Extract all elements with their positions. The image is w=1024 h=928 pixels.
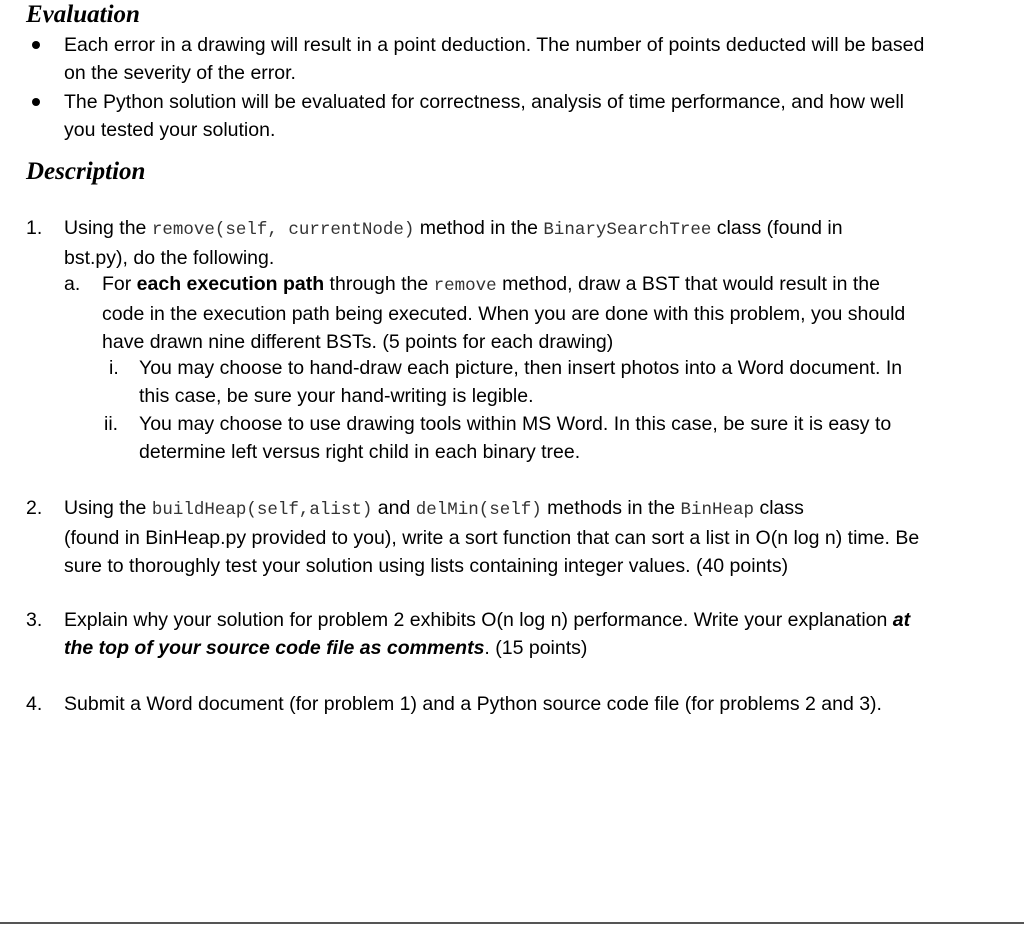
description-item-4 (64, 690, 882, 718)
item-text: Explain why your solution for problem 2 exhibits O(n log n) performance. Write your explanation (64, 609, 893, 631)
bold-text: each execution path (136, 273, 325, 295)
list-number: 1. (26, 217, 43, 239)
item-text: Using the (64, 497, 152, 519)
sub-list-marker: a. (64, 273, 81, 295)
description-heading: Description (26, 158, 146, 185)
item-text: sure to thoroughly test your solution using lists containing integer values. (40 points) (64, 555, 789, 577)
list-number: 3. (26, 609, 43, 631)
item-text: class (found in (711, 217, 843, 239)
page-divider (0, 922, 1024, 924)
bullet-text: Each error in a drawing will result in a point deduction. The number of points deducted will be based (64, 34, 925, 56)
bullet-text: you tested your solution. (64, 119, 276, 141)
item-text: (found in BinHeap.py provided to you), write a sort function that can sort a list in O(n log n) time. Be (64, 527, 920, 549)
description-item-3 (64, 606, 910, 662)
item-text: class (754, 497, 804, 519)
code-binheap: BinHeap (680, 500, 755, 520)
code-buildheap: buildHeap(self,alist) (151, 500, 373, 520)
bullet-icon (32, 98, 40, 106)
item-text: bst.py), do the following. (64, 247, 275, 269)
roman-marker: ii. (104, 413, 119, 435)
code-remove-signature: remove(self, currentNode) (151, 220, 415, 240)
evaluation-heading: Evaluation (26, 1, 140, 28)
list-number: 4. (26, 693, 43, 715)
description-item-1 (64, 214, 843, 272)
emphasis-text: the top of your source code file as comments (64, 637, 485, 659)
item-text: through the (324, 273, 434, 295)
item-text: methods in the (541, 497, 681, 519)
item-text: You may choose to use drawing tools within MS Word. In this case, be sure it is easy to (139, 413, 892, 435)
item-text: For (102, 273, 137, 295)
item-text: method, draw a BST that would result in the (496, 273, 881, 295)
description-item-1a-ii (139, 410, 891, 466)
item-text: and (372, 497, 416, 519)
item-text: this case, be sure your hand-writing is legible. (139, 385, 534, 407)
code-delmin: delMin(self) (415, 500, 542, 520)
description-item-1a (102, 270, 905, 356)
item-text: determine left versus right child in each binary tree. (139, 441, 581, 463)
evaluation-bullet-2 (64, 88, 904, 144)
list-number: 2. (26, 497, 43, 519)
item-text: method in the (414, 217, 544, 239)
item-text: Submit a Word document (for problem 1) and a Python source code file (for problems 2 and 3). (64, 693, 882, 715)
code-remove: remove (433, 276, 497, 296)
item-text: code in the execution path being executed. When you are done with this problem, you should (102, 303, 906, 325)
bullet-text: on the severity of the error. (64, 62, 296, 84)
description-item-1a-i (139, 354, 902, 410)
bullet-text: The Python solution will be evaluated for correctness, analysis of time performance, and how well (64, 91, 905, 113)
item-text: have drawn nine different BSTs. (5 points for each drawing) (102, 331, 614, 353)
item-text: You may choose to hand-draw each picture, then insert photos into a Word document. In (139, 357, 903, 379)
roman-marker: i. (109, 357, 119, 379)
description-item-2 (64, 494, 919, 580)
item-text: . (15 points) (484, 637, 588, 659)
evaluation-bullet-1 (64, 31, 924, 87)
emphasis-text: at (892, 609, 911, 631)
code-class-name: BinarySearchTree (543, 220, 712, 240)
bullet-icon (32, 41, 40, 49)
item-text: Using the (64, 217, 152, 239)
